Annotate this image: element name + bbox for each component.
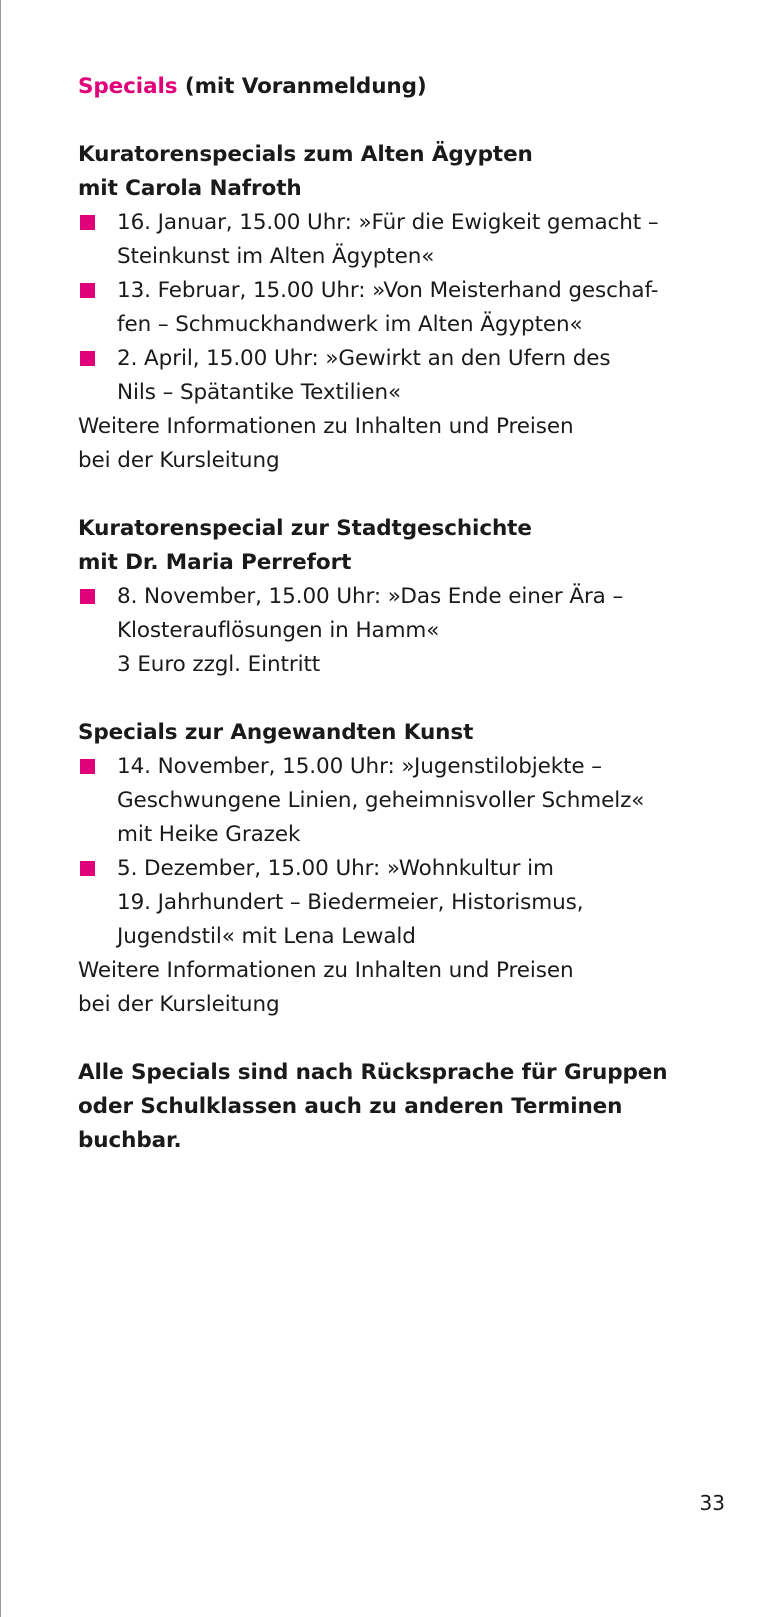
- closing-note-line: oder Schulklassen auch zu anderen Terminen: [78, 1094, 623, 1119]
- section-applied-arts: [78, 716, 718, 1022]
- section-city-history: [78, 512, 718, 682]
- section-title-line: Kuratorenspecials zum Alten Ägypten: [78, 142, 533, 167]
- page-number: 33: [699, 1491, 725, 1515]
- item-line: fen – Schmuckhandwerk im Alten Ägypten«: [117, 312, 583, 337]
- list-item: [78, 342, 718, 410]
- square-bullet-icon: [80, 861, 95, 876]
- item-line: 2. April, 15.00 Uhr: »Gewirkt an den Ufern des: [117, 346, 611, 371]
- item-line: 19. Jahrhundert – Biedermeier, Historismus,: [117, 890, 584, 915]
- item-line: Steinkunst im Alten Ägypten«: [117, 244, 435, 269]
- square-bullet-icon: [80, 351, 95, 366]
- heading-accent: Specials: [78, 74, 178, 99]
- square-bullet-icon: [80, 589, 95, 604]
- square-bullet-icon: [80, 283, 95, 298]
- list-item: [78, 206, 718, 274]
- section-title: [78, 716, 718, 750]
- section-title: [78, 512, 718, 580]
- list-item: [78, 580, 718, 682]
- closing-note-line: Alle Specials sind nach Rücksprache für Gruppen: [78, 1060, 668, 1085]
- square-bullet-icon: [80, 215, 95, 230]
- square-bullet-icon: [80, 759, 95, 774]
- note-line: Weitere Informationen zu Inhalten und Preisen: [78, 958, 574, 983]
- page-edge-line: [0, 0, 1, 1617]
- page-heading: [78, 70, 718, 104]
- list-item: [78, 750, 718, 852]
- item-line: Jugendstil« mit Lena Lewald: [117, 924, 416, 949]
- item-line: Klosterauflösungen in Hamm«: [117, 618, 440, 643]
- item-line: 13. Februar, 15.00 Uhr: »Von Meisterhand geschaf-: [117, 278, 659, 303]
- closing-note: [78, 1056, 718, 1158]
- heading-rest: (mit Voranmeldung): [184, 74, 427, 99]
- item-line: 14. November, 15.00 Uhr: »Jugenstilobjekte –: [117, 754, 602, 779]
- note-line: bei der Kursleitung: [78, 448, 280, 473]
- section-title-line: Kuratorenspecial zur Stadtgeschichte: [78, 516, 532, 541]
- note-line: bei der Kursleitung: [78, 992, 280, 1017]
- closing-note-line: buchbar.: [78, 1128, 182, 1153]
- list-item: [78, 274, 718, 342]
- item-line: 5. Dezember, 15.00 Uhr: »Wohnkultur im: [117, 856, 554, 881]
- item-line: Nils – Spätantike Textilien«: [117, 380, 402, 405]
- note-line: Weitere Informationen zu Inhalten und Preisen: [78, 414, 574, 439]
- list-item: [78, 852, 718, 954]
- item-line: 16. Januar, 15.00 Uhr: »Für die Ewigkeit gemacht –: [117, 210, 659, 235]
- section-title-line: mit Dr. Maria Perrefort: [78, 550, 352, 575]
- item-line: 8. November, 15.00 Uhr: »Das Ende einer Ära –: [117, 584, 624, 609]
- section-note: [78, 954, 718, 1022]
- page-content: [78, 70, 718, 1158]
- section-title: [78, 138, 718, 206]
- item-line: 3 Euro zzgl. Eintritt: [117, 652, 321, 677]
- section-title-line: Specials zur Angewandten Kunst: [78, 720, 474, 745]
- item-line: Geschwungene Linien, geheimnisvoller Schmelz«: [117, 788, 645, 813]
- section-title-line: mit Carola Nafroth: [78, 176, 302, 201]
- section-note: [78, 410, 718, 478]
- item-line: mit Heike Grazek: [117, 822, 301, 847]
- section-egypt: [78, 138, 718, 478]
